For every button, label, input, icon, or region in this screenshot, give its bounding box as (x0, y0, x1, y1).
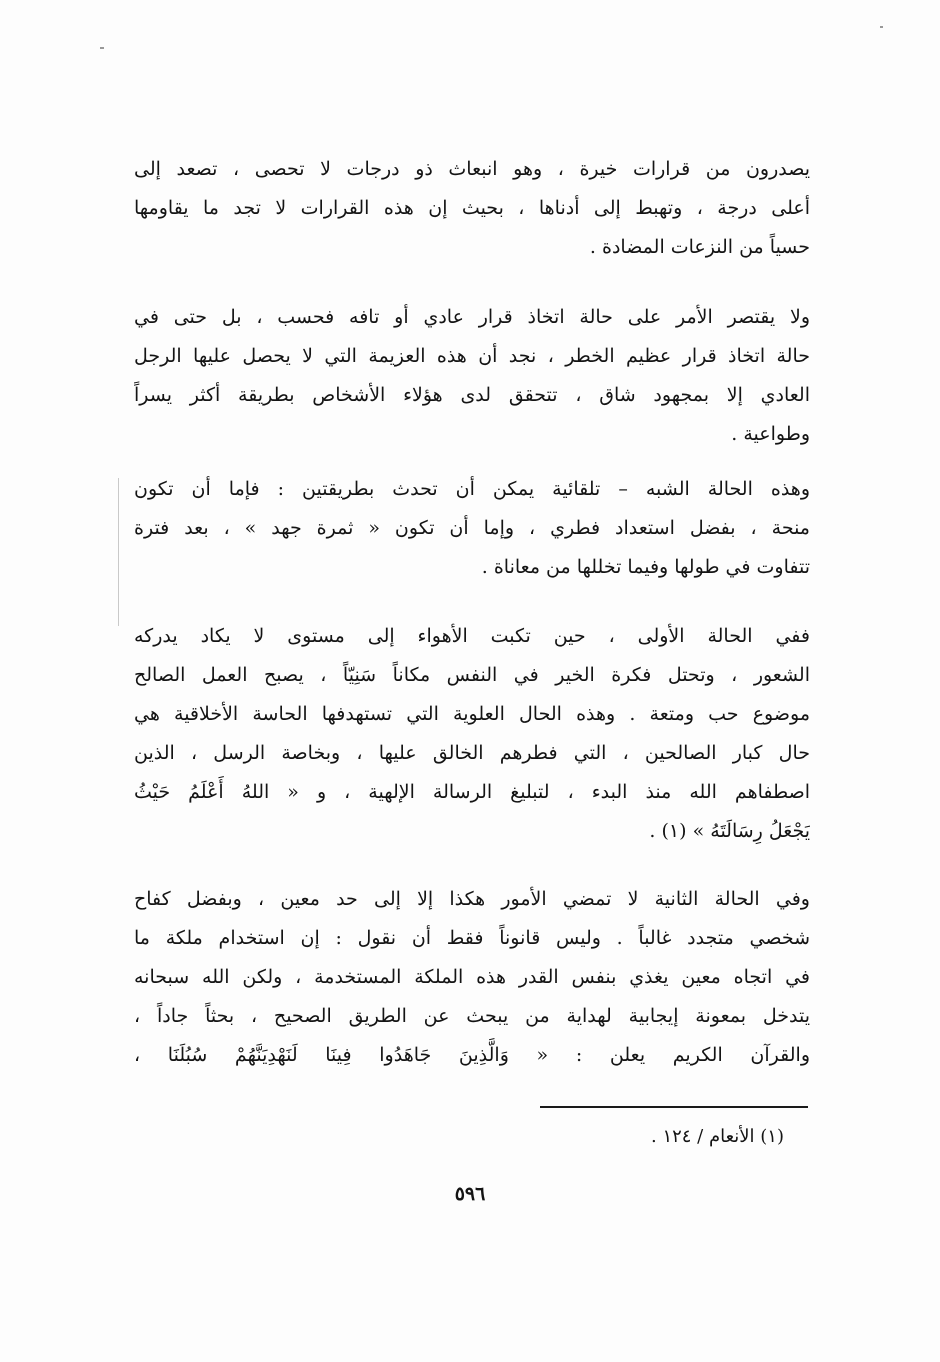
text-line: شخصي متجدد غالباً . وليس قانوناً فقط أن نقول : إن استخدام ملكة ما (134, 927, 810, 949)
paragraph-1 (134, 150, 810, 267)
text-line: ولا يقتصر الأمر على حالة اتخاذ قرار عادي أو تافه فحسب ، بل حتى في (134, 306, 810, 328)
text-line: والقرآن الكريم يعلن : « وَالَّذِينَ جَاهَدُوا فِينَا لَنَهْدِيَنَّهُمْ سُبُلَنَا ، (134, 1044, 810, 1066)
text-line: يتدخل بمعونة إيجابية لهداية من يبحث عن الطريق الصحيح ، بحثاً جاداً ، (134, 1005, 810, 1027)
text-line: في اتجاه معين يغذي بنفس القدر هذه الملكة المستخدمة ، ولكن الله سبحانه (134, 966, 810, 988)
text-line: يَجْعَلُ رِسَالَتَهُ » (١) . (649, 820, 810, 842)
text-line: موضوع حب ومتعة . وهذه الحال العلوية التي تستهدفها الحاسة الأخلاقية هي (134, 703, 810, 725)
text-line: أعلى درجة ، وتهبط إلى أدناها ، بحيث إن هذه القرارات لا تجد ما يقاومها (134, 197, 810, 219)
text-line: وفي الحالة الثانية لا تمضي الأمور هكذا إلا إلى حد معين ، وبفضل كفاح (134, 888, 810, 910)
text-line: وطواعية . (731, 423, 810, 445)
scan-speck (100, 47, 104, 49)
footnote-separator (540, 1106, 808, 1108)
text-line: منحة ، بفضل استعداد فطري ، وإما أن تكون « ثمرة جهد » ، بعد فترة (134, 517, 810, 539)
text-line: وهذه الحالة الشبه – تلقائية يمكن أن تحدث بطريقتين : فإما أن تكون (134, 478, 810, 500)
text-line: اصطفاهم الله منذ البدء ، لتبليغ الرسالة الإلهية ، و « اللهُ أَعْلَمُ حَيْثُ (134, 781, 810, 803)
footnote: (١) الأنعام / ١٢٤ . (650, 1126, 784, 1147)
scan-speck (880, 26, 883, 28)
paragraph-3 (134, 470, 810, 587)
text-line: ففي الحالة الأولى ، حين تكبت الأهواء إلى مستوى لا يكاد يدركه (134, 625, 810, 647)
page-number: ٥٩٦ (454, 1183, 486, 1205)
paragraph-4 (134, 617, 810, 851)
paragraph-2 (134, 298, 810, 454)
text-line: الشعور ، وتحتل فكرة الخير في النفس مكاناً سَنِيّاً ، يصبح العمل الصالح (134, 664, 810, 686)
text-line: العادي إلا بمجهود شاق ، تتحقق لدى هؤلاء الأشخاص بطريقة أكثر يسراً (134, 384, 810, 406)
text-line: حال كبار الصالحين ، التي فطرهم الخالق عليها ، وبخاصة الرسل ، الذين (134, 742, 810, 764)
text-line: تتفاوت في طولها وفيما تخللها من معاناة . (481, 556, 810, 578)
margin-mark (118, 478, 119, 626)
text-line: حسياً من النزعات المضادة . (589, 236, 810, 258)
text-line: حالة اتخاذ قرار عظيم الخطر ، نجد أن هذه العزيمة التي لا يحصل عليها الرجل (134, 345, 810, 367)
paragraph-5 (134, 880, 810, 1075)
text-line: يصدرون من قرارات خيرة ، وهو انبعاث ذو درجات لا تحصى ، تصعد إلى (134, 158, 810, 180)
